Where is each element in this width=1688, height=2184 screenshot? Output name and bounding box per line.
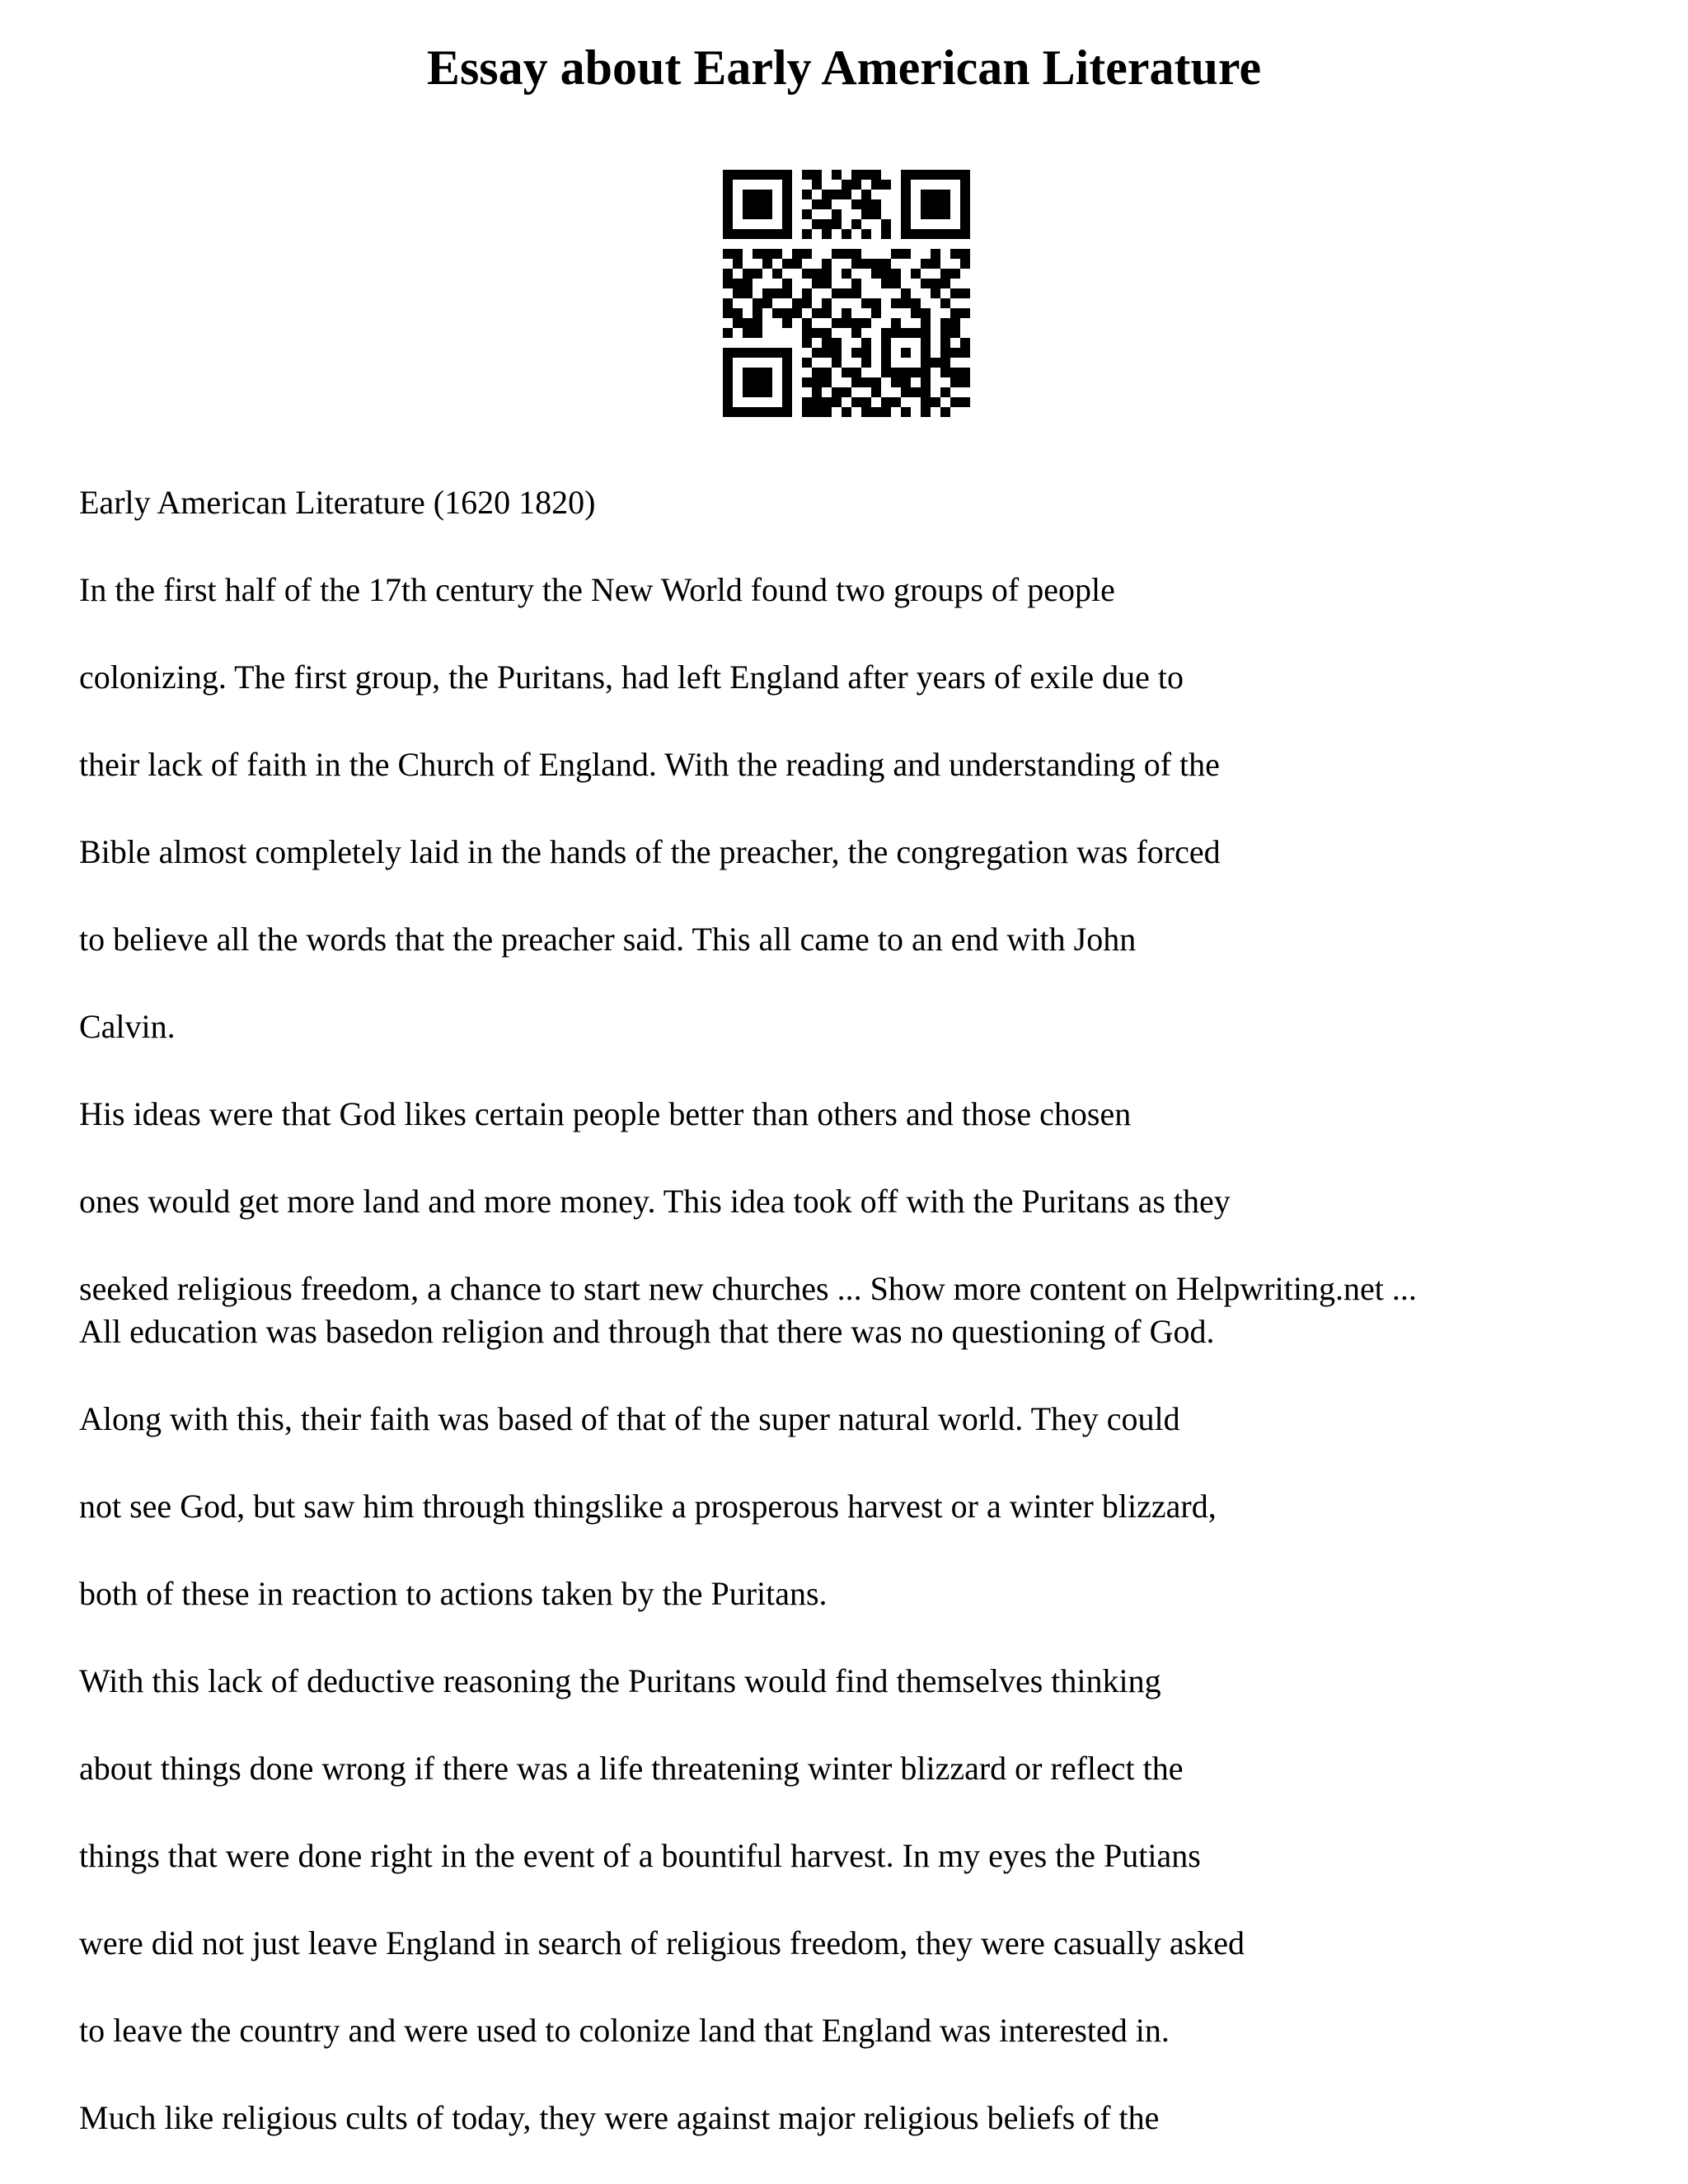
body-text-line: With this lack of deductive reasoning the Puritans would find themselves thinking	[79, 1662, 1161, 1699]
body-text-line: Calvin.	[79, 1008, 176, 1045]
body-text-line: Bible almost completely laid in the hands of the preacher, the congregation was forced	[79, 833, 1221, 870]
body-text-line: to leave the country and were used to colonize land that England was interested in.	[79, 2012, 1170, 2049]
body-text-line: ones would get more land and more money. This idea took off with the Puritans as they	[79, 1183, 1231, 1220]
body-text-line: colonizing. The first group, the Puritans, had left England after years of exile due to	[79, 658, 1184, 696]
body-text-line: were did not just leave England in search of religious freedom, they were casually asked	[79, 1924, 1245, 1961]
body-text-line: their lack of faith in the Church of England. With the reading and understanding of the	[79, 746, 1220, 783]
document-title: Essay about Early American Literature	[426, 40, 1262, 95]
body-text-line: seeked religious freedom, a chance to start new churches ... Show more content on Helpwriting.net ...	[79, 1270, 1417, 1307]
body-text-line: both of these in reaction to actions taken by the Puritans.	[79, 1575, 828, 1612]
body-text-line: All education was basedon religion and through that there was no questioning of God.	[79, 1313, 1215, 1350]
body-text-line: In the first half of the 17th century the New World found two groups of people	[79, 571, 1115, 608]
body-text-line: not see God, but saw him through thingslike a prosperous harvest or a winter blizzard,	[79, 1488, 1217, 1525]
body-text-line: Along with this, their faith was based of that of the super natural world. They could	[79, 1400, 1180, 1437]
body-text-line: His ideas were that God likes certain people better than others and those chosen	[79, 1095, 1132, 1132]
body-text-line: Much like religious cults of today, they were against major religious beliefs of the	[79, 2099, 1160, 2136]
body-text-line: to believe all the words that the preacher said. This all came to an end with John	[79, 921, 1137, 958]
document-heading-line: Early American Literature (1620 1820)	[79, 484, 596, 521]
body-text-line: things that were done right in the event of a bountiful harvest. In my eyes the Putians	[79, 1837, 1201, 1874]
qr-code-icon	[723, 170, 970, 417]
body-text-line: about things done wrong if there was a life threatening winter blizzard or reflect the	[79, 1750, 1184, 1787]
